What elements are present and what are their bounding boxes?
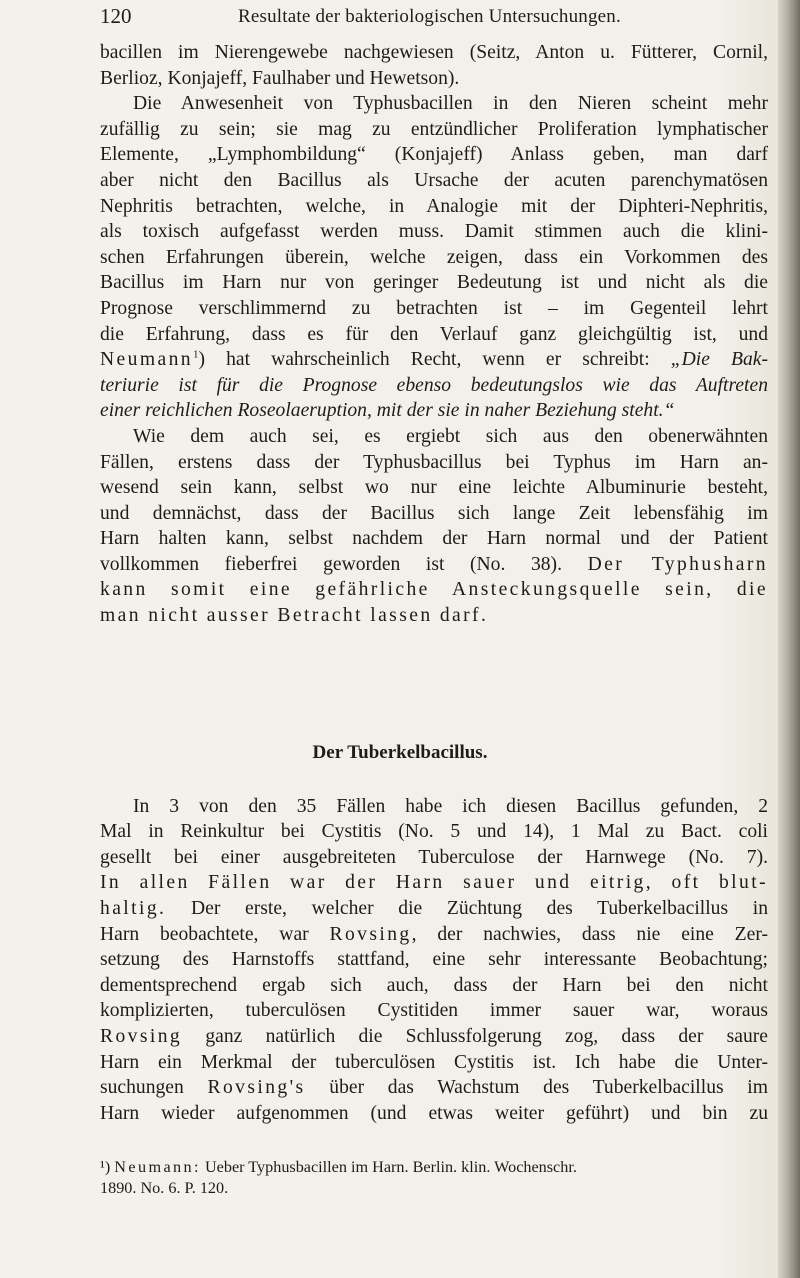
text-run: Harn beobachtete, war: [100, 923, 330, 945]
section-text: [100, 774, 768, 1146]
text-line: einer reichlichen Roseolaeruption, mit der sie in naher Beziehung steht.“: [100, 400, 675, 422]
page-number: 120: [100, 4, 132, 28]
emphasis-spaced: Der Typhusharn: [587, 553, 768, 575]
text-line: Die Anwesenheit von Typhusbacillen in den Nieren scheint mehr: [133, 93, 768, 115]
text-run: über das Wachstum des Tuberkelbacillus im: [305, 1077, 768, 1099]
paragraph-4: [100, 794, 768, 1127]
text-run: vollkommen fieberfrei geworden ist (No. 38).: [100, 553, 588, 575]
text-line: Harn wieder aufgenommen (und etwas weiter geführt) und bin zu: [100, 1102, 768, 1124]
text-run: Der erste, welcher die Züchtung des Tuberkelbacillus in: [166, 897, 768, 919]
text-line: In 3 von den 35 Fällen habe ich diesen Bacillus gefunden, 2: [133, 795, 768, 817]
text-line: [100, 347, 768, 373]
text-line: und demnächst, dass der Bacillus sich lange Zeit lebensfähig im: [100, 502, 768, 524]
text-line: man nicht ausser Betracht lassen darf.: [100, 605, 489, 627]
text-run: ganz natürlich die Schlussfolgerung zog, dass der saure: [182, 1025, 768, 1047]
footnote-author: Neumann:: [114, 1158, 201, 1176]
text-line: Mal in Reinkultur bei Cystitis (No. 5 und 14), 1 Mal zu Bact. coli: [100, 821, 768, 843]
text-line: als toxisch aufgefasst werden muss. Damit stimmen auch die klini-: [100, 221, 768, 243]
paragraph-3: [100, 424, 768, 629]
paragraph-1: [100, 40, 768, 91]
text-line: Harn halten kann, selbst nachdem der Harn normal und der Patient: [100, 528, 768, 550]
text-line: Harn ein Merkmal der tuberculösen Cystitis ist. Ich habe die Unter-: [100, 1051, 768, 1073]
text-line: gesellt bei einer ausgebreiteten Tuberculose der Harnwege (No. 7).: [100, 846, 768, 868]
text-line: schen Erfahrungen überein, welche zeigen, dass ein Vorkommen des: [100, 246, 768, 268]
footnote-line: [100, 1157, 768, 1178]
text-line: Berlioz, Konjajeff, Faulhaber und Hewetson).: [100, 67, 460, 89]
text-line: kann somit eine gefährliche Ansteckungsquelle sein, die: [100, 579, 768, 601]
text-run: ) hat wahrscheinlich Recht, wenn er schreibt:: [198, 349, 671, 371]
text-line: bacillen im Nierengewebe nachgewiesen (Seitz, Anton u. Fütterer, Cornil,: [100, 42, 768, 63]
emphasis-spaced: haltig.: [100, 897, 167, 919]
text-line: [100, 1024, 768, 1050]
text-line: dementsprechend ergab sich auch, dass der Harn bei den nicht: [100, 974, 768, 996]
text-line: Nephritis betrachten, welche, in Analogie mit der Diphteri-Nephritis,: [100, 195, 768, 217]
running-title: Resultate der bakteriologischen Untersuchungen.: [238, 6, 621, 27]
text-line: komplizierten, tuberculösen Cystitiden immer sauer war, woraus: [100, 1000, 768, 1022]
quotation: „Die Bak-: [670, 349, 768, 371]
text-line: In allen Fällen war der Harn sauer und eitrig, oft blut-: [100, 872, 768, 894]
section-heading: Der Tuberkelbacillus.: [312, 742, 488, 763]
author-name: Neumann: [100, 349, 193, 371]
paragraph-2: [100, 91, 768, 424]
page-header: [100, 4, 760, 34]
text-line: aber nicht den Bacillus als Ursache der acuten parenchymatösen: [100, 169, 768, 191]
footnote-mark: ¹): [100, 1158, 111, 1176]
text-line: teriurie ist für die Prognose ebenso bedeutungslos wie das Auftreten: [100, 374, 768, 396]
author-name: Rovsing's: [207, 1077, 306, 1099]
text-line: Fällen, erstens dass der Typhusbacillus bei Typhus im Harn an-: [100, 451, 768, 473]
text-line: Elemente, „Lymphombildung“ (Konjajeff) Anlass geben, man darf: [100, 144, 768, 166]
text-line: Prognose verschlimmernd zu betrachten ist – im Gegenteil lehrt: [100, 297, 768, 319]
footnote-text: Ueber Typhusbacillen im Harn. Berlin. klin. Wochenschr.: [200, 1158, 577, 1176]
text-line: [100, 922, 768, 948]
text-line: wesend sein kann, selbst wo nur eine leichte Albuminurie besteht,: [100, 477, 768, 499]
author-name: Rovsing: [100, 1025, 183, 1047]
text-line: [100, 1075, 768, 1101]
footnote-line: 1890. No. 6. P. 120.: [100, 1179, 229, 1197]
footnote: [100, 1157, 768, 1199]
footnote-reference: 1: [192, 348, 199, 361]
text-run: , der nachwies, dass nie eine Zer-: [411, 923, 768, 945]
text-run: suchungen: [100, 1077, 208, 1099]
text-line: Wie dem auch sei, es ergiebt sich aus den obenerwähnten: [133, 425, 768, 447]
text-line: die Erfahrung, dass es für den Verlauf ganz gleichgültig ist, und: [100, 323, 768, 345]
main-text: [100, 40, 768, 629]
text-line: zufällig zu sein; sie mag zu entzündlicher Proliferation lymphatischer: [100, 118, 768, 140]
text-line: [100, 552, 768, 578]
text-line: Bacillus im Harn nur von geringer Bedeutung ist und nicht als die: [100, 272, 768, 294]
text-line: setzung des Harnstoffs stattfand, eine sehr interessante Beobachtung;: [100, 949, 768, 971]
text-line: [100, 896, 768, 922]
author-name: Rovsing: [329, 923, 412, 945]
page-edge-shadow: [778, 0, 800, 1278]
